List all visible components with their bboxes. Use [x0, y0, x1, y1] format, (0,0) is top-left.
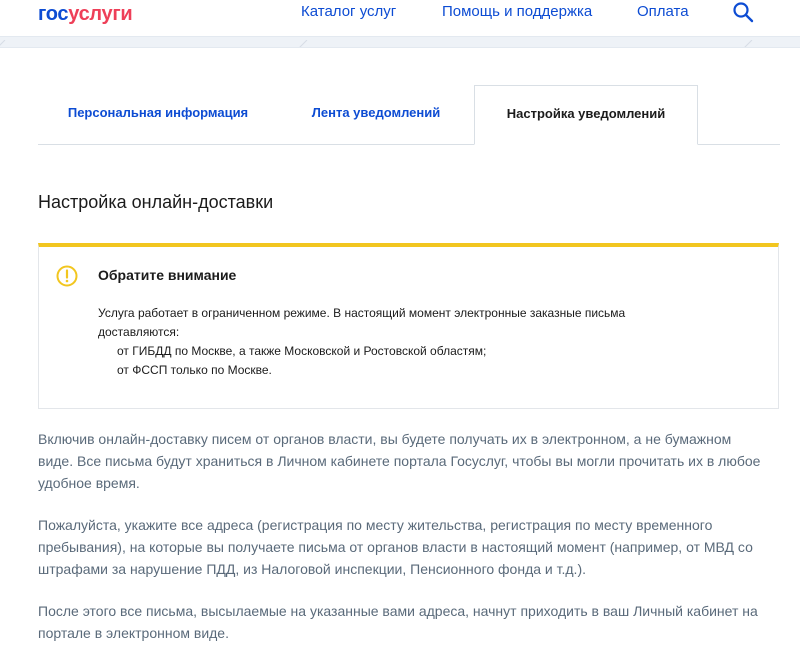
attention-notice [38, 243, 779, 409]
logo-part-gos: гос [38, 3, 69, 25]
tab-notification-settings[interactable]: Настройка уведомлений [474, 85, 698, 145]
divider-pattern [0, 40, 800, 48]
notice-line: Услуга работает в ограниченном режиме. В настоящий момент электронные заказные письма [98, 306, 626, 320]
logo-part-uslugi: услуги [68, 3, 133, 25]
warning-icon [56, 265, 78, 287]
tab-notifications-feed[interactable]: Лента уведомлений [311, 105, 441, 120]
notice-title: Обратите внимание [98, 267, 237, 283]
addresses-paragraph: Пожалуйста, укажите все адреса (регистрация по месту жительства, регистрация по месту временного пребывания), на которые вы получаете письма от органов власти в настоящий момент (например, от МВД со штрафами за нарушение ПДД, из Налоговой инспекции, Пенсионного фонда и т.д.). [38, 517, 753, 577]
nav-catalog-link[interactable]: Каталог услуг [301, 3, 397, 20]
notice-body [98, 304, 758, 380]
notice-line: доставляются: [98, 325, 180, 339]
nav-payment-link[interactable]: Оплата [637, 3, 689, 20]
tab-bar [38, 85, 780, 145]
gosuslugi-logo[interactable] [38, 3, 132, 26]
page-title: Настройка онлайн-доставки [38, 192, 274, 212]
after-paragraph: После этого все письма, высылаемые на указанные вами адреса, начнут приходить в ваш Личный кабинет на портале в электронном виде. [38, 603, 758, 641]
header-divider [0, 36, 800, 48]
nav-help-link[interactable]: Помощь и поддержка [442, 3, 593, 20]
search-icon[interactable] [732, 1, 754, 23]
top-header [0, 0, 800, 36]
notice-line-fssp: от ФССП только по Москве. [117, 363, 272, 377]
notice-line-gibdd: от ГИБДД по Москве, а также Московской и Ростовской областям; [117, 344, 487, 358]
intro-paragraph: Включив онлайн-доставку писем от органов власти, вы будете получать их в электронном, а не бумажном виде. Все письма будут храниться в Личном кабинете портала Госуслуг, чтобы вы могли прочитать их в любое удобное время. [38, 431, 761, 491]
tab-personal-info[interactable]: Персональная информация [67, 105, 249, 120]
